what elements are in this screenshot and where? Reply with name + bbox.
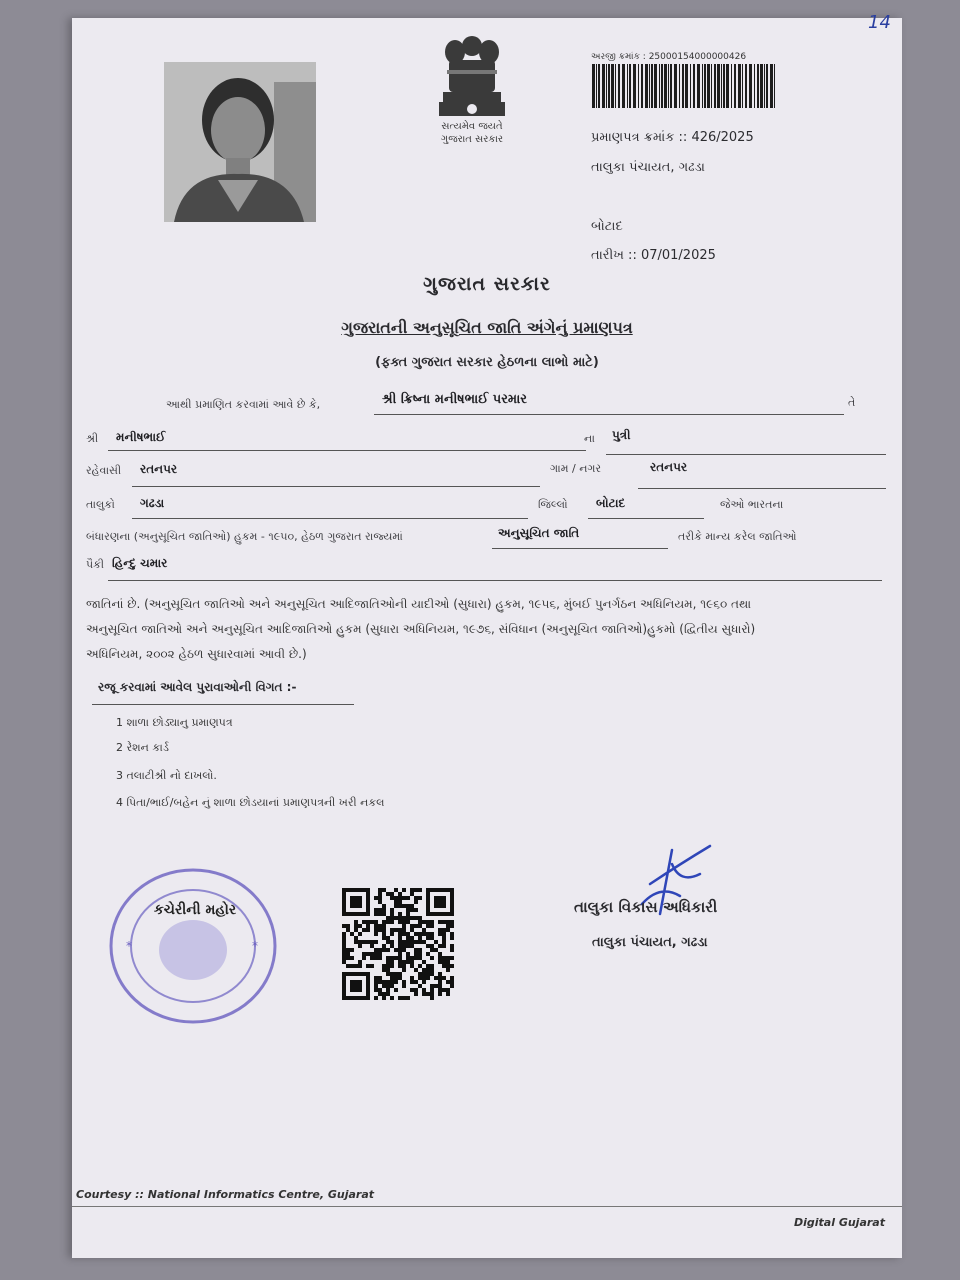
courtesy-text: Courtesy :: National Informatics Centre, Gujarat (76, 1188, 375, 1201)
documents-heading: રજૂ કરવામાં આવેલ પુરાવાઓની વિગત :- (98, 680, 297, 694)
qr-code (342, 888, 454, 1000)
na-label: ના (584, 432, 595, 445)
svg-text:*: * (252, 939, 258, 953)
document-subtitle-note: (ફક્ત ગુજરાત સરકાર હેઠળના લાભો માટે) (375, 355, 599, 370)
document-title: ગુજરાત સરકાર (423, 273, 551, 295)
applicant-name: શ્રી ક્રિષ્ના મનીષભાઈ પરમાર (382, 392, 528, 407)
document-item: 2 રેશન કાર્ડ (116, 741, 169, 754)
application-number: અરજી ક્રમાંક : 25000154000000426 (591, 52, 747, 62)
taluka-label: તાલુકો (86, 498, 115, 511)
emblem-caption: સત્યમેવ જયતે ગુજરાત સરકાર (440, 121, 504, 145)
issuer-office: તાલુકા પંચાયત, ગઢડા (591, 160, 705, 175)
father-name: મનીષભાઈ (116, 430, 166, 444)
taluka-value: ગઢડા (140, 496, 165, 510)
certify-label: આથી પ્રમાણિત કરવામાં આવે છે કે, (166, 398, 321, 411)
document-item: 3 તલાટીશ્રી નો દાખલો. (116, 769, 217, 782)
certificate-page (72, 12, 902, 1258)
digital-gujarat-text: Digital Gujarat (794, 1216, 885, 1229)
resident-label: રહેવાસી (86, 464, 122, 477)
officer-title: તાલુકા વિકાસ અધિકારી (574, 898, 718, 916)
district-value: બોટાદ (596, 496, 626, 510)
village-value: રતનપર (650, 460, 688, 474)
page-number: 14 (868, 12, 891, 33)
resident-value: રતનપર (140, 462, 178, 476)
applicant-photo (164, 62, 316, 222)
svg-text:*: * (126, 939, 132, 953)
office-seal-icon (108, 866, 278, 1026)
category-value: અનુસૂચિત જાતિ (498, 526, 580, 540)
footer-divider (72, 1206, 902, 1207)
barcode (590, 64, 780, 108)
seal-label: કચેરીની મહોર (153, 902, 237, 918)
te-label: તે (848, 396, 856, 409)
officer-office: તાલુકા પંચાયત, ગઢડા (592, 935, 708, 950)
relation: પુત્રી (612, 428, 631, 442)
issue-date: તારીખ :: 07/01/2025 (591, 248, 716, 263)
document-item: 4 પિતા/ભાઈ/બહેન નું શાળા છોડયાનાં પ્રમાણપત્રની ખરી નકલ (116, 796, 385, 809)
caste-value: હિન્દુ ચમાર (112, 556, 168, 570)
district-label: જિલ્લો (538, 498, 568, 511)
village-label: ગામ / નગર (550, 462, 602, 475)
who-india-label: જેઓ ભારતના (720, 498, 784, 511)
among-label: પૈકી (86, 558, 105, 571)
shri-label: શ્રી (86, 432, 99, 445)
document-subtitle: ગુજરાતની અનુસૂચિત જાતિ અંગેનું પ્રમાણપત્ર (341, 318, 633, 337)
header-district: બોટાદ (591, 219, 623, 234)
legal-paragraph: જાતિનાં છે. (અનુસૂચિત જાતિઓ અને અનુસૂચિત આદિજાતિઓની યાદીઓ (સુધારા) હુકમ, ૧૯૫૬, મુંબઈ પુનર્ગઠન અધિનિયમ, ૧૯૬૦ તથા અનુસૂચિત જાતિઓ અને અનુસૂચિત આદિજાતિઓ હુકમ (સુધારા અધિનિયમ, ૧૯૭૬, સંવિધાન (અનુસૂચિત જાતિઓ)હુકમો (દ્વિતીય સુધારો) અધિનિયમ, ૨૦૦૨ હેઠળ સુધારવામાં આવી છે.) (86, 597, 756, 661)
document-item: 1 શાળા છોડ્યાનુ પ્રમાણપત્ર (116, 716, 233, 729)
certificate-number: પ્રમાણપત્ર ક્રમાંક :: 426/2025 (591, 130, 754, 145)
recognized-label: તરીકે માન્ય કરેલ જાતિઓ (678, 530, 797, 543)
constitution-label: બંધારણના (અનુસૂચિત જાતિઓ) હુકમ - ૧૯૫૦, હેઠળ ગુજરાત રાજ્યમાં (86, 530, 403, 543)
